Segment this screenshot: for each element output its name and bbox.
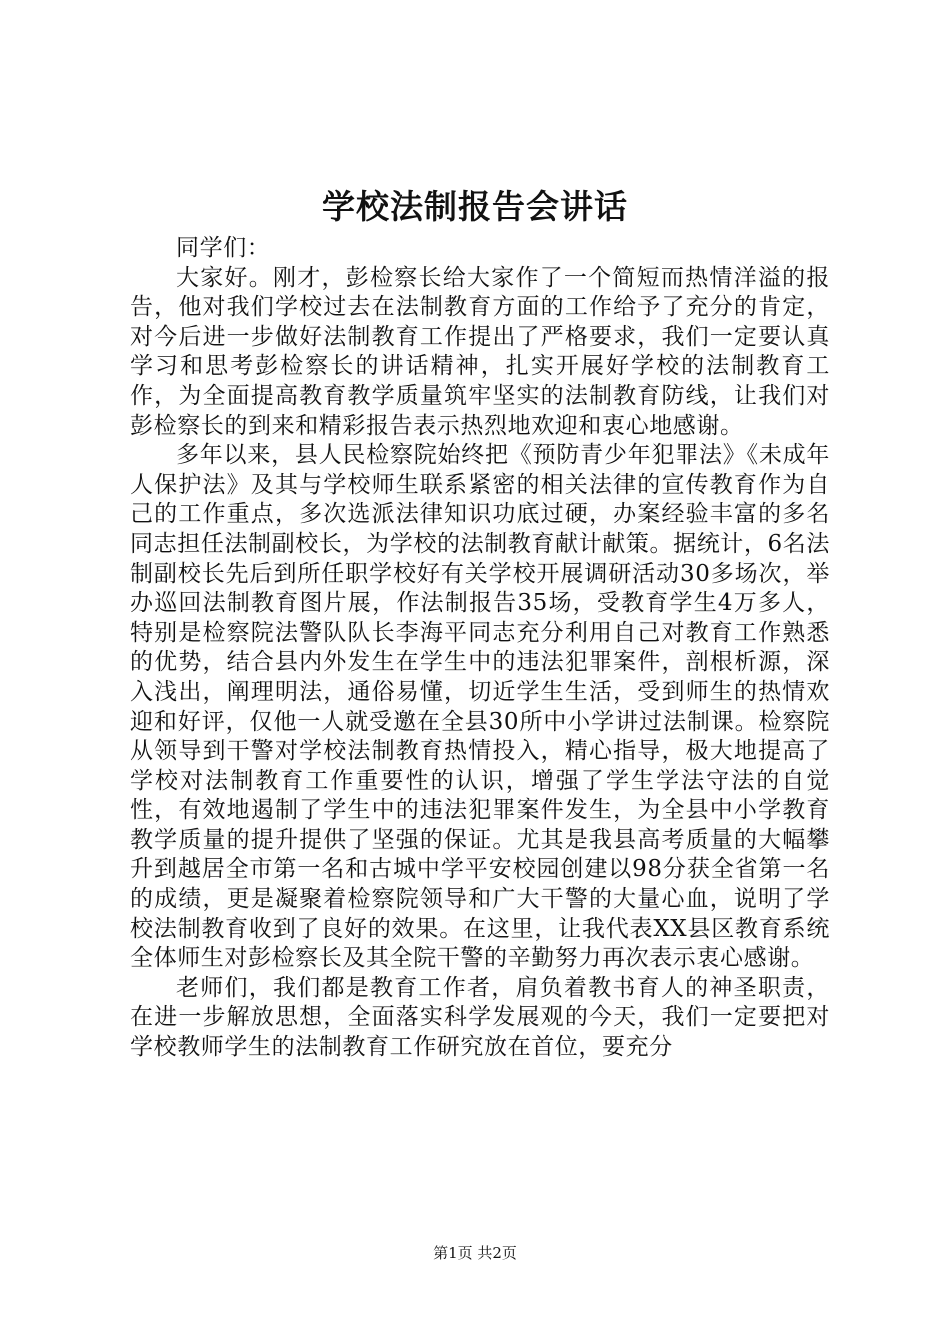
paragraph-1: 大家好。刚才，彭检察长给大家作了一个简短而热情洋溢的报告，他对我们学校过去在法制教育方面的工作给予了充分的肯定，对今后进一步做好法制教育工作提出了严格要求，我们一定要认真学习和思考彭检察长的讲话精神，扎实开展好学校的法制教育工作，为全面提高教育教学质量筑牢坚实的法制教育防线，让我们对彭检察长的到来和精彩报告表示热烈地欢迎和衷心地感谢。 [130,264,830,439]
paragraph-3: 老师们，我们都是教育工作者，肩负着教书育人的神圣职责，在进一步解放思想，全面落实科学发展观的今天，我们一定要把对学校教师学生的法制教育工作研究放在首位，要充分 [130,974,830,1061]
paragraph-2: 多年以来，县人民检察院始终把《预防青少年犯罪法》《未成年人保护法》及其与学校师生联系紧密的相关法律的宣传教育作为自己的工作重点，多次选派法律知识功底过硬，办案经验丰富的多名同志担任法制副校长，为学校的法制教育献计献策。据统计，6名法制副校长先后到所任职学校好有关学校开展调研活动30多场次，举办巡回法制教育图片展，作法制报告35场，受教育学生4万多人，特别是检察院法警队队长李海平同志充分利用自己对教育工作熟悉的优势，结合县内外发生在学生中的违法犯罪案件，剖根析源，深入浅出，阐理明法，通俗易懂，切近学生生活，受到师生的热情欢迎和好评，仅他一人就受邀在全县30所中小学讲过法制课。检察院从领导到干警对学校法制教育热情投入，精心指导，极大地提高了学校对法制教育工作重要性的认识，增强了学生学法守法的自觉性，有效地遏制了学生中的违法犯罪案件发生，为全县中小学教育教学质量的提升提供了坚强的保证。尤其是我县高考质量的大幅攀升到越居全市第一名和古城中学平安校园创建以98分获全省第一名的成绩，更是凝聚着检察院领导和广大干警的大量心血，说明了学校法制教育收到了良好的效果。在这里，让我代表XX县区教育系统全体师生对彭检察长及其全院干警的辛勤努力再次表示衷心感谢。 [130,442,830,972]
document-title: 学校法制报告会讲话 [322,187,628,226]
greeting-line: 同学们： [176,235,271,261]
page-number-footer: 第1页 共2页 [433,1244,517,1262]
document-body [130,234,830,1063]
